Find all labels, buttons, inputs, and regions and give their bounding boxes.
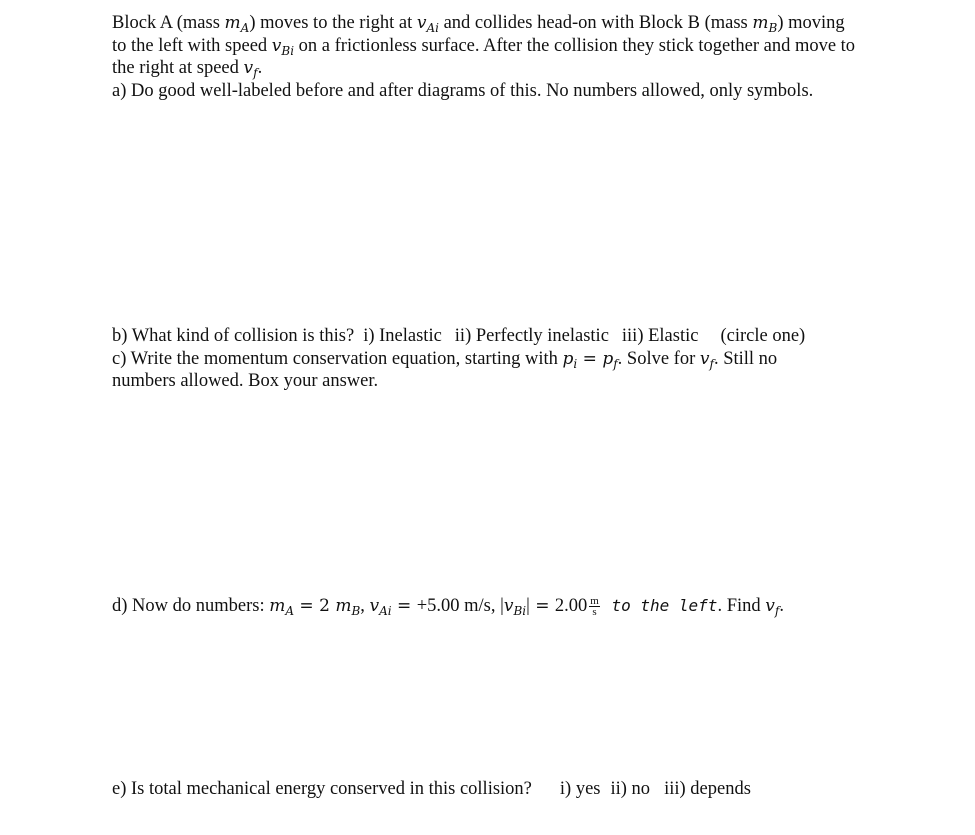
option-inelastic[interactable]: i) Inelastic: [363, 326, 442, 346]
abs-bar: |: [500, 596, 504, 616]
part-b-question: [112, 325, 912, 348]
intro-text: to the left with speed: [112, 35, 272, 56]
option-elastic[interactable]: iii) Elastic: [621, 326, 699, 346]
part-d-text: d) Now do numbers:: [112, 596, 270, 616]
symbol-mA: $m_A$: [269, 596, 295, 618]
intro-text: Block A (mass: [112, 13, 225, 33]
part-c-text: c) Write the momentum conservation equation, starting with: [112, 348, 563, 369]
symbol-mB: $m_B$: [752, 13, 778, 35]
intro-line-2: [112, 35, 912, 58]
symbol-mA: $m_A$: [224, 13, 250, 35]
intro-text: on a frictionless surface. After the collision they stick together and move to: [294, 35, 856, 56]
part-d: [112, 595, 912, 618]
vAi-value: +5.00 m/s,: [416, 596, 501, 616]
symbol-vBi: $v_{Bi}$: [271, 35, 295, 58]
abs-bar: |: [526, 596, 530, 616]
option-perfectly-inelastic[interactable]: ii) Perfectly inelastic: [454, 326, 609, 346]
part-a-question: a) Do good well-labeled before and after diagrams of this. No numbers allowed, only symbols.: [112, 80, 814, 101]
symbol-vf: $v_f$: [699, 348, 714, 371]
intro-text: .: [257, 58, 263, 78]
intro-text: ) moving: [777, 13, 845, 33]
part-c-text: . Still no: [713, 348, 778, 369]
problem-intro: [112, 12, 912, 102]
part-c-text: . Solve for: [617, 348, 700, 369]
coefficient: 2: [319, 596, 336, 616]
equals-sign: =: [294, 596, 320, 616]
part-b-c: [112, 325, 912, 393]
intro-text: and collides head-on with Block B (mass: [438, 13, 753, 33]
part-c-line-2: numbers allowed. Box your answer.: [112, 371, 379, 391]
option-depends[interactable]: iii) depends: [664, 779, 751, 799]
option-yes[interactable]: i) yes: [559, 779, 601, 799]
intro-line-1: [112, 12, 912, 35]
intro-line-3: [112, 57, 912, 80]
equals-sign: =: [577, 348, 603, 369]
part-d-text: . Find: [717, 596, 766, 616]
symbol-vf: $v_f$: [765, 596, 780, 618]
option-no[interactable]: ii) no: [610, 779, 651, 799]
part-e-question: [112, 778, 912, 801]
unit-fraction: $\frac{m}{s}$: [590, 595, 599, 619]
direction-text: to the left: [601, 596, 718, 615]
part-d-text: .: [779, 596, 784, 616]
equals-sign: =: [391, 596, 417, 616]
vBi-value: 2.00: [554, 596, 588, 616]
symbol-pf: $p_f$: [602, 348, 618, 371]
equals-sign: =: [529, 596, 555, 616]
part-b-prompt: b) What kind of collision is this?: [112, 326, 355, 346]
part-e-prompt: e) Is total mechanical energy conserved in this collision?: [112, 779, 532, 799]
intro-text: ) moves to the right at: [249, 13, 417, 33]
symbol-vAi: $v_{Ai}$: [369, 596, 392, 618]
symbol-pi: $p_i$: [562, 348, 578, 371]
symbol-vf: $v_f$: [243, 58, 258, 80]
symbol-vAi: $v_{Ai}$: [416, 13, 439, 35]
symbol-mB: $m_B$: [335, 596, 361, 618]
circle-one-instruction: (circle one): [720, 326, 806, 346]
part-c-line-1: [112, 348, 912, 371]
separator: ,: [360, 596, 370, 616]
intro-text: the right at speed: [112, 58, 244, 78]
part-e: [112, 778, 912, 801]
part-d-question: [112, 595, 912, 618]
symbol-vBi: $v_{Bi}$: [503, 596, 527, 618]
